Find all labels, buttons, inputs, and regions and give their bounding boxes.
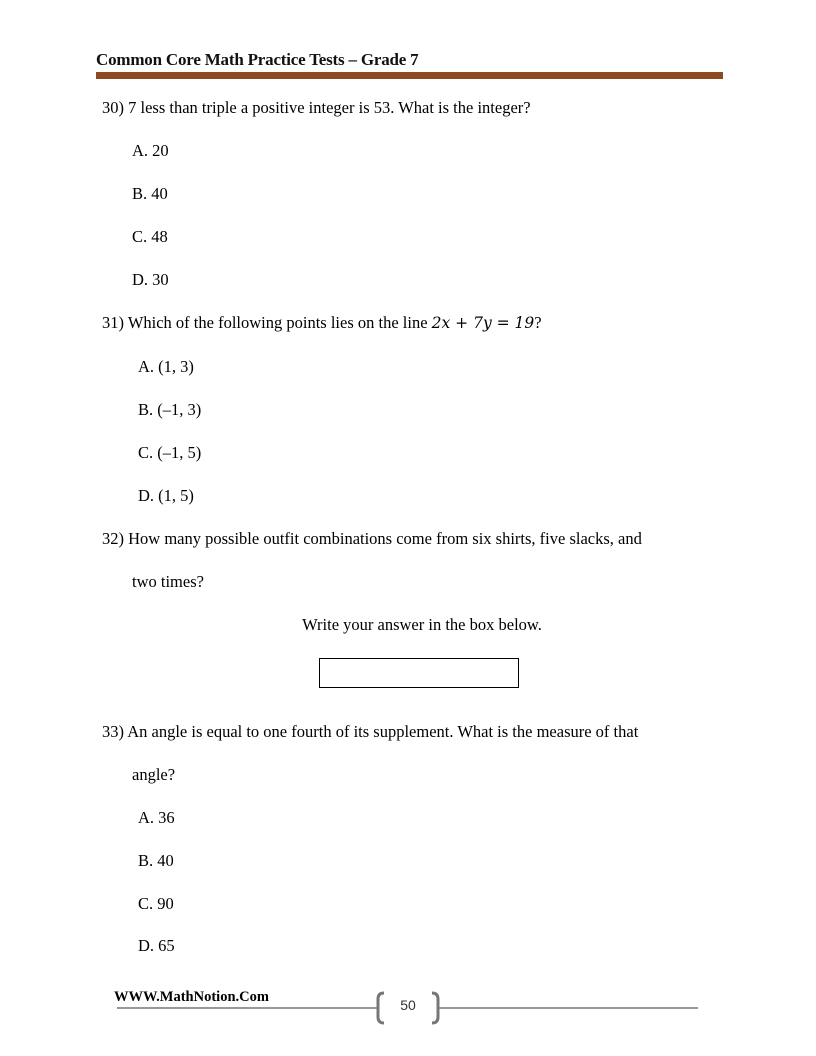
question-number: 32) bbox=[102, 529, 124, 548]
option-d[interactable]: D. 65 bbox=[138, 936, 175, 955]
question-text-continued: angle? bbox=[132, 765, 176, 784]
option-a[interactable]: A. 36 bbox=[138, 808, 175, 827]
question-text: An angle is equal to one fourth of its supplement. What is the measure of that bbox=[127, 722, 639, 741]
question-text: How many possible outfit combinations come from six shirts, five slacks, and bbox=[128, 529, 642, 548]
question-text-end: ? bbox=[534, 313, 542, 332]
answer-instruction: Write your answer in the box below. bbox=[302, 615, 542, 634]
equation: 2x + 7y = 19 bbox=[431, 314, 535, 332]
question-number: 31) bbox=[102, 313, 124, 332]
option-c[interactable]: C. 48 bbox=[132, 227, 168, 246]
question-text-continued: two times? bbox=[132, 572, 204, 591]
question-text: 7 less than triple a positive integer is 53. What is the integer? bbox=[128, 98, 531, 117]
option-c[interactable]: C. (–1, 5) bbox=[138, 443, 202, 462]
question-text: Which of the following points lies on the line bbox=[127, 313, 428, 332]
page-number: 50 bbox=[400, 997, 416, 1013]
option-b[interactable]: B. (–1, 3) bbox=[138, 400, 202, 419]
question-number: 30) bbox=[102, 98, 124, 117]
option-b[interactable]: B. 40 bbox=[132, 184, 168, 203]
footer-url: WWW.MathNotion.Com bbox=[114, 989, 269, 1005]
option-a[interactable]: A. (1, 3) bbox=[138, 357, 194, 376]
header-title: Common Core Math Practice Tests – Grade 7 bbox=[96, 50, 419, 69]
option-a[interactable]: A. 20 bbox=[132, 141, 169, 160]
question-number: 33) bbox=[102, 722, 124, 741]
option-b[interactable]: B. 40 bbox=[138, 851, 174, 870]
option-d[interactable]: D. 30 bbox=[132, 270, 169, 289]
option-c[interactable]: C. 90 bbox=[138, 894, 174, 913]
option-d[interactable]: D. (1, 5) bbox=[138, 486, 194, 505]
